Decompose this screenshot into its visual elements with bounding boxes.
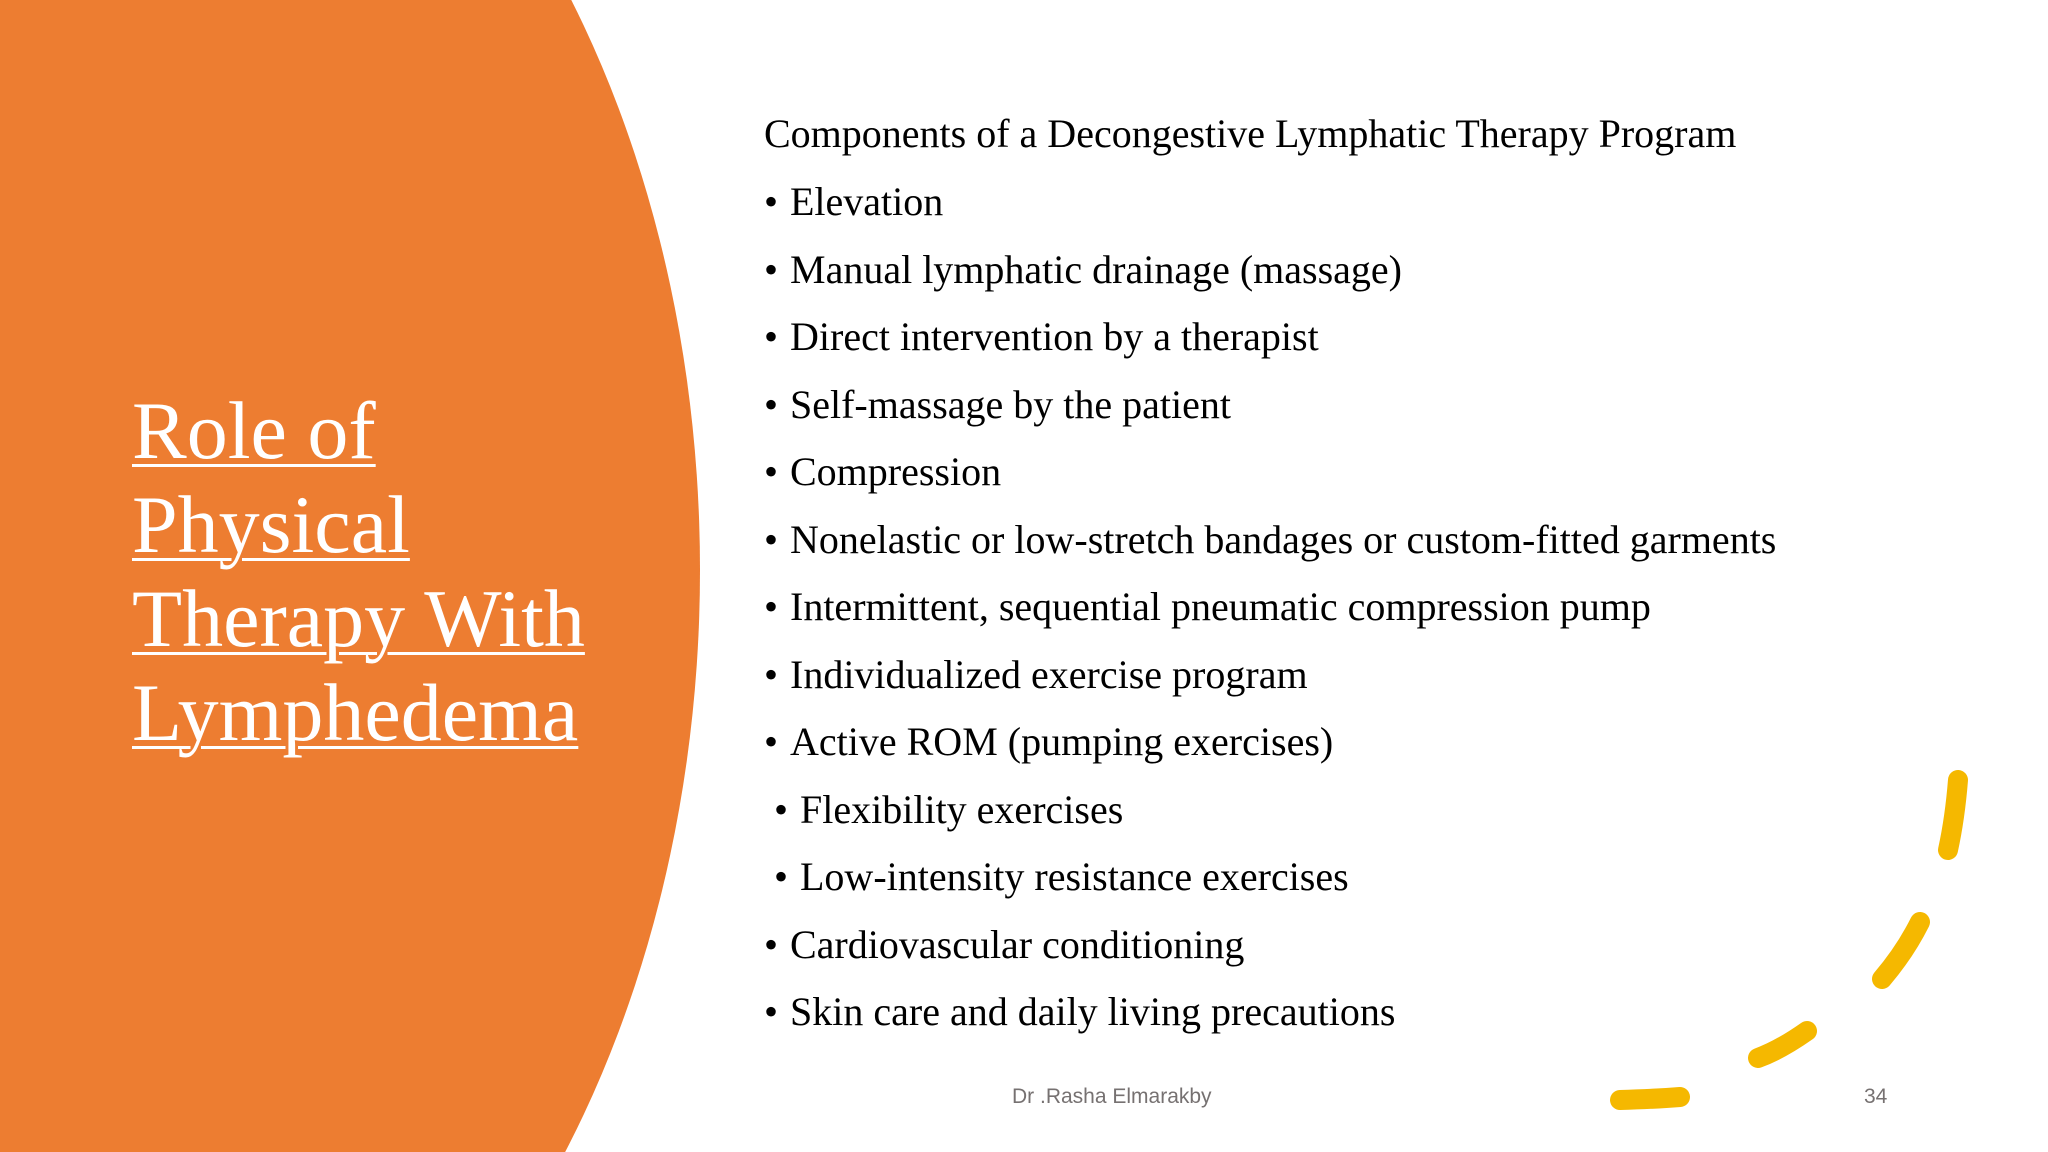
dash-segment	[1758, 1031, 1807, 1058]
list-item-text: Individualized exercise program	[790, 651, 1308, 697]
page-number: 34	[1864, 1085, 1888, 1108]
content-heading: Components of a Decongestive Lymphatic Therapy Program	[764, 111, 1737, 156]
list-item	[764, 641, 1964, 709]
list-item-text: Skin care and daily living precautions	[790, 989, 1396, 1034]
title-line-4: Lymphedema	[132, 667, 579, 758]
list-item-text: Elevation	[790, 179, 944, 224]
list-item-text: Active ROM (pumping exercises)	[790, 719, 1334, 764]
title-line-1: Role of	[132, 385, 376, 476]
bullet-mark: •	[764, 381, 779, 427]
list-item	[764, 371, 1964, 439]
list-item-text: Manual lymphatic drainage (massage)	[790, 246, 1402, 292]
bullet-mark: •	[764, 246, 779, 292]
list-item-text: Flexibility exercises	[800, 786, 1124, 832]
list-item-text: Cardiovascular conditioning	[790, 921, 1245, 967]
list-item-text: Self-massage by the patient	[790, 381, 1231, 427]
list-item-text: Direct intervention by a therapist	[790, 314, 1319, 359]
dash-segment	[1620, 1097, 1680, 1100]
list-item-text: Nonelastic or low-stretch bandages or custom-fitted garments	[790, 516, 1777, 562]
bullet-mark: •	[774, 786, 789, 832]
title-line-2: Physical	[132, 479, 410, 570]
slide-title	[132, 384, 692, 760]
list-item	[764, 168, 1964, 236]
list-item	[764, 438, 1964, 506]
bullet-mark: •	[774, 854, 789, 899]
dash-segment	[1948, 780, 1958, 850]
bullet-mark: •	[764, 719, 779, 764]
list-item	[764, 506, 1964, 574]
bullet-mark: •	[764, 651, 779, 697]
title-line-3: Therapy With	[132, 573, 585, 664]
bullet-mark: •	[764, 921, 779, 967]
list-item-text: Intermittent, sequential pneumatic compression pump	[790, 584, 1651, 629]
list-item-text: Low-intensity resistance exercises	[800, 854, 1349, 899]
bullet-mark: •	[764, 516, 779, 562]
bullet-mark: •	[764, 449, 779, 494]
list-item	[764, 236, 1964, 304]
decorative-yellow-dashes	[1580, 760, 1980, 1130]
list-item-text: Compression	[790, 449, 1002, 494]
list-item	[764, 303, 1964, 371]
bullet-mark: •	[764, 989, 779, 1034]
footer-author: Dr .Rasha Elmarakby	[1012, 1085, 1212, 1108]
list-item	[764, 573, 1964, 641]
bullet-mark: •	[764, 179, 779, 224]
dash-segment	[1882, 922, 1920, 979]
bullet-mark: •	[764, 584, 779, 629]
bullet-mark: •	[764, 314, 779, 359]
